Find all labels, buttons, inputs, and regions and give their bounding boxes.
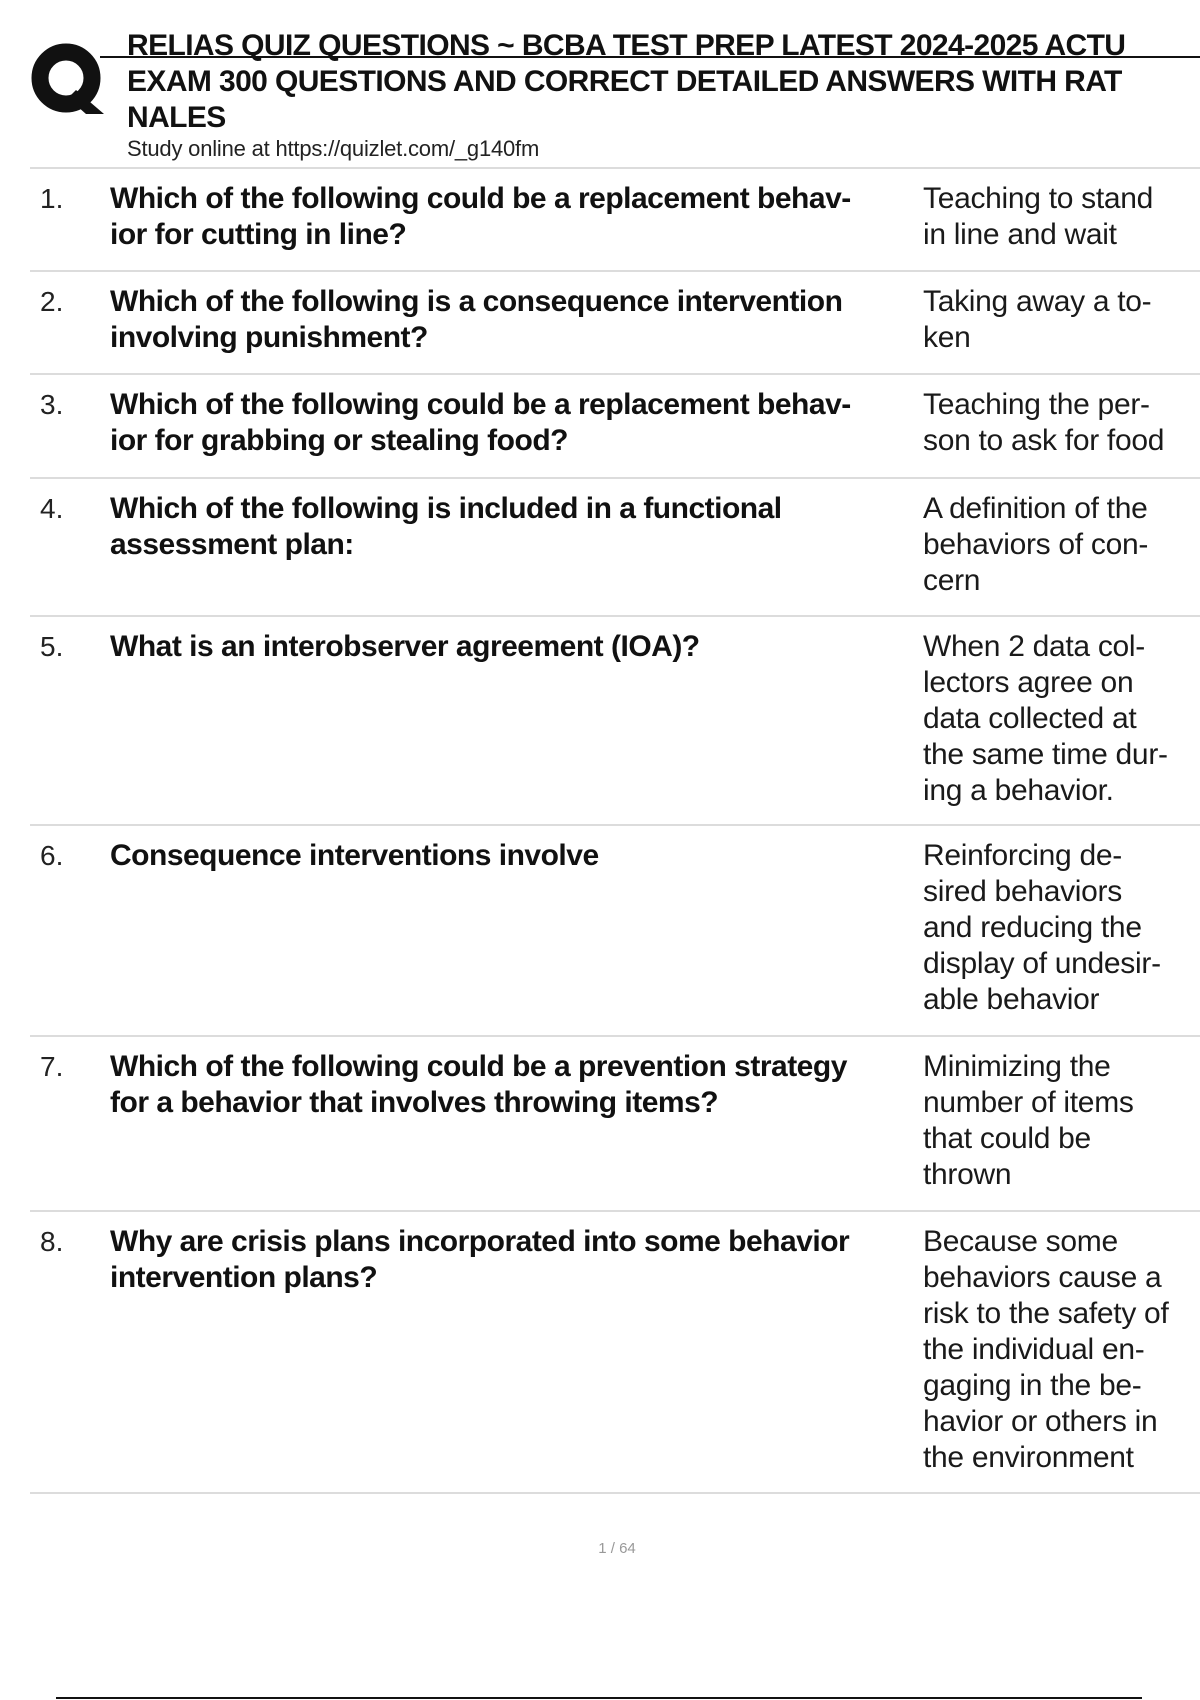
- question-text: What is an interobserver agreement (IOA)?: [110, 630, 700, 663]
- qa-row: [30, 375, 1200, 479]
- qa-row: [30, 169, 1200, 272]
- question-text: Which of the following could be a prevention strategy for a behavior that involves throwing items?: [110, 1050, 847, 1119]
- question-number: 1.: [40, 183, 64, 214]
- question-text: Which of the following could be a replacement behav- ior for grabbing or stealing food?: [110, 388, 851, 457]
- qa-row: [30, 1212, 1200, 1494]
- answer-text: A definition of the behaviors of con- cern: [923, 492, 1149, 597]
- answer-text: Minimizing the number of items that could be thrown: [923, 1050, 1134, 1191]
- answer-text: Taking away a to- ken: [923, 285, 1152, 354]
- qa-row: [30, 479, 1200, 617]
- answer-text: Teaching the per- son to ask for food: [923, 388, 1165, 457]
- answer-text: Reinforcing de- sired behaviors and reducing the display of undesir- able behavior: [923, 839, 1161, 1016]
- question-number: 8.: [40, 1226, 64, 1257]
- question-number: 7.: [40, 1051, 64, 1082]
- footer-rule: [56, 1697, 1142, 1699]
- question-number: 5.: [40, 631, 64, 662]
- qa-row: [30, 826, 1200, 1037]
- question-text: Why are crisis plans incorporated into some behavior intervention plans?: [110, 1225, 850, 1294]
- answer-text: Because some behaviors cause a risk to the safety of the individual en- gaging in the be- havior or others in the environment: [923, 1225, 1169, 1474]
- title-line-3: NALES: [127, 101, 226, 134]
- title-line-1: RELIAS QUIZ QUESTIONS ~ BCBA TEST PREP LATEST 2024-2025 ACTU: [127, 29, 1126, 62]
- question-number: 6.: [40, 840, 64, 871]
- question-number: 4.: [40, 493, 64, 524]
- page-number: 1 / 64: [598, 1540, 636, 1557]
- question-text: Which of the following is included in a functional assessment plan:: [110, 492, 782, 561]
- page-header: [0, 0, 1200, 170]
- qa-row: [30, 272, 1200, 375]
- quizlet-q-logo-icon: [30, 40, 108, 116]
- question-number: 2.: [40, 286, 64, 317]
- question-text: Which of the following could be a replacement behav- ior for cutting in line?: [110, 182, 851, 251]
- question-number: 3.: [40, 389, 64, 420]
- answer-text: Teaching to stand in line and wait: [923, 182, 1154, 251]
- question-text: Which of the following is a consequence intervention involving punishment?: [110, 285, 843, 354]
- question-answer-list: [30, 169, 1200, 1494]
- qa-row: [30, 617, 1200, 826]
- qa-row: [30, 1037, 1200, 1212]
- question-text: Consequence interventions involve: [110, 839, 599, 872]
- title-line-2: EXAM 300 QUESTIONS AND CORRECT DETAILED ANSWERS WITH RAT: [127, 65, 1122, 98]
- study-online-link[interactable]: Study online at https://quizlet.com/_g140fm: [127, 136, 540, 161]
- answer-text: When 2 data col- lectors agree on data collected at the same time dur- ing a behavior.: [923, 630, 1168, 807]
- document-title: [127, 28, 1200, 136]
